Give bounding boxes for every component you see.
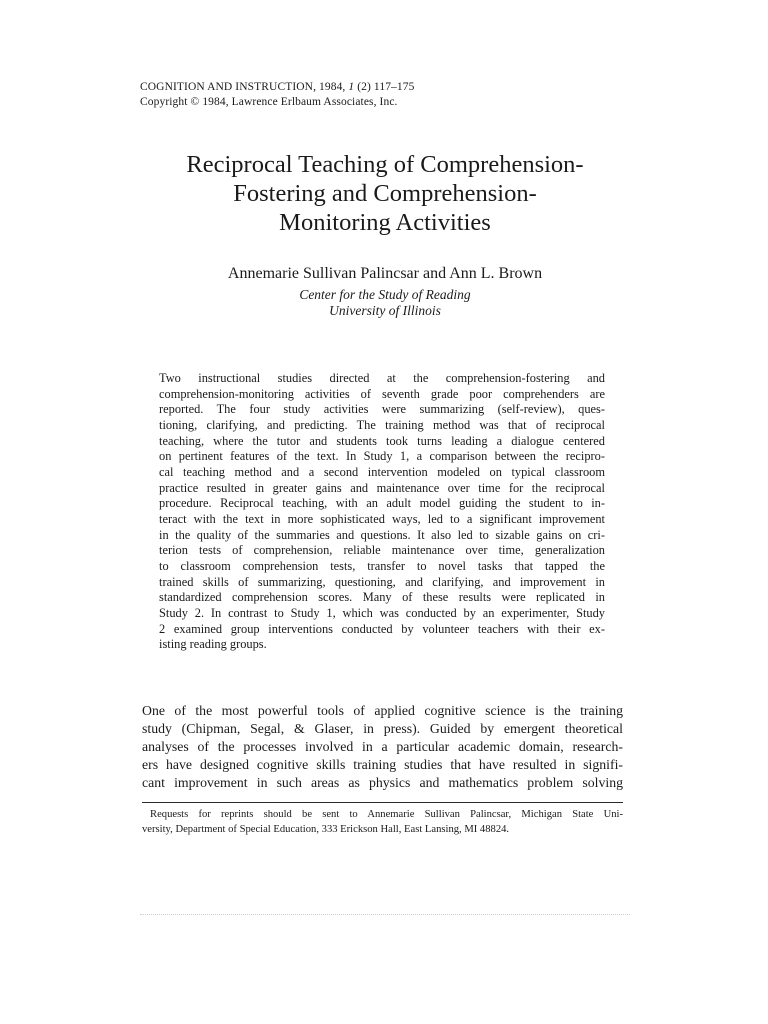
title-line: Monitoring Activities <box>279 209 491 236</box>
journal-volume: 1 <box>348 81 355 93</box>
abstract-line: practice resulted in greater gains and maintenance over time for the reciprocal <box>159 480 605 495</box>
copyright-line: Copyright © 1984, Lawrence Erlbaum Associates, Inc. <box>140 96 398 108</box>
footnote <box>142 807 623 837</box>
abstract-line: cal teaching method and a second intervention modeled on typical classroom <box>159 464 605 479</box>
abstract-line: trained skills of summarizing, questioning, and clarifying, and improvement in <box>159 574 605 589</box>
abstract-line: terion tests of comprehension, reliable maintenance over time, generalization <box>159 543 605 558</box>
abstract-line: comprehension-monitoring activities of seventh grade poor comprehenders are <box>159 386 605 401</box>
journal-name: COGNITION AND INSTRUCTION, 1984, <box>140 81 346 93</box>
abstract-line: Study 2. In contrast to Study 1, which was conducted by an experimenter, Study <box>159 605 605 620</box>
footnote-line: Requests for reprints should be sent to Annemarie Sullivan Palincsar, Michigan State Uni- <box>150 809 623 820</box>
journal-header <box>140 80 414 110</box>
body-line: cant improvement in such areas as physics and mathematics problem solving <box>142 774 623 790</box>
abstract-line: isting reading groups. <box>159 637 267 652</box>
title-line: Fostering and Comprehension- <box>233 180 537 207</box>
abstract-line: teaching, where the tutor and students took turns leading a dialogue centered <box>159 433 605 448</box>
article-title <box>120 150 650 237</box>
abstract-line: to classroom comprehension tests, transfer to novel tasks that tapped the <box>159 558 605 573</box>
abstract-line: in the quality of the summaries and questions. It also led to sizable gains on cri- <box>159 527 605 542</box>
body-line: study (Chipman, Segal, & Glaser, in press). Guided by emergent theoretical <box>142 720 623 736</box>
body-line: ers have designed cognitive skills training studies that have resulted in signifi- <box>142 756 623 772</box>
abstract-line: teract with the text in more sophisticated ways, led to a significant improvement <box>159 511 605 526</box>
scan-artifact <box>140 914 630 916</box>
journal-citation <box>140 80 414 95</box>
footnote-divider <box>142 802 623 803</box>
author-names: Annemarie Sullivan Palincsar and Ann L. Brown <box>227 265 543 282</box>
journal-issue-pages: (2) 117–175 <box>357 81 415 93</box>
affiliation-line: Center for the Study of Reading <box>299 287 471 302</box>
body-line: analyses of the processes involved in a particular academic domain, research- <box>142 738 623 754</box>
body-line: One of the most powerful tools of applied cognitive science is the training <box>142 703 623 718</box>
abstract-line: 2 examined group interventions conducted by volunteer teachers with their ex- <box>159 621 605 636</box>
abstract-line: standardized comprehension scores. Many of these results were replicated in <box>159 590 605 605</box>
title-line: Reciprocal Teaching of Comprehension- <box>186 151 584 178</box>
abstract-line: tioning, clarifying, and predicting. The training method was that of reciprocal <box>159 417 605 432</box>
abstract-line: reported. The four study activities were summarizing (self-review), ques- <box>159 402 605 417</box>
footnote-line: versity, Department of Special Education, 333 Erickson Hall, East Lansing, MI 48824. <box>142 824 510 835</box>
body-text <box>142 702 623 792</box>
author-affiliation <box>120 287 650 319</box>
abstract-line: on pertinent features of the text. In Study 1, a comparison between the recipro- <box>159 449 605 464</box>
affiliation-line: University of Illinois <box>329 303 441 318</box>
abstract-line: Two instructional studies directed at the comprehension-fostering and <box>159 371 605 385</box>
abstract <box>159 371 605 653</box>
abstract-line: procedure. Reciprocal teaching, with an adult model guiding the student to in- <box>159 496 605 511</box>
